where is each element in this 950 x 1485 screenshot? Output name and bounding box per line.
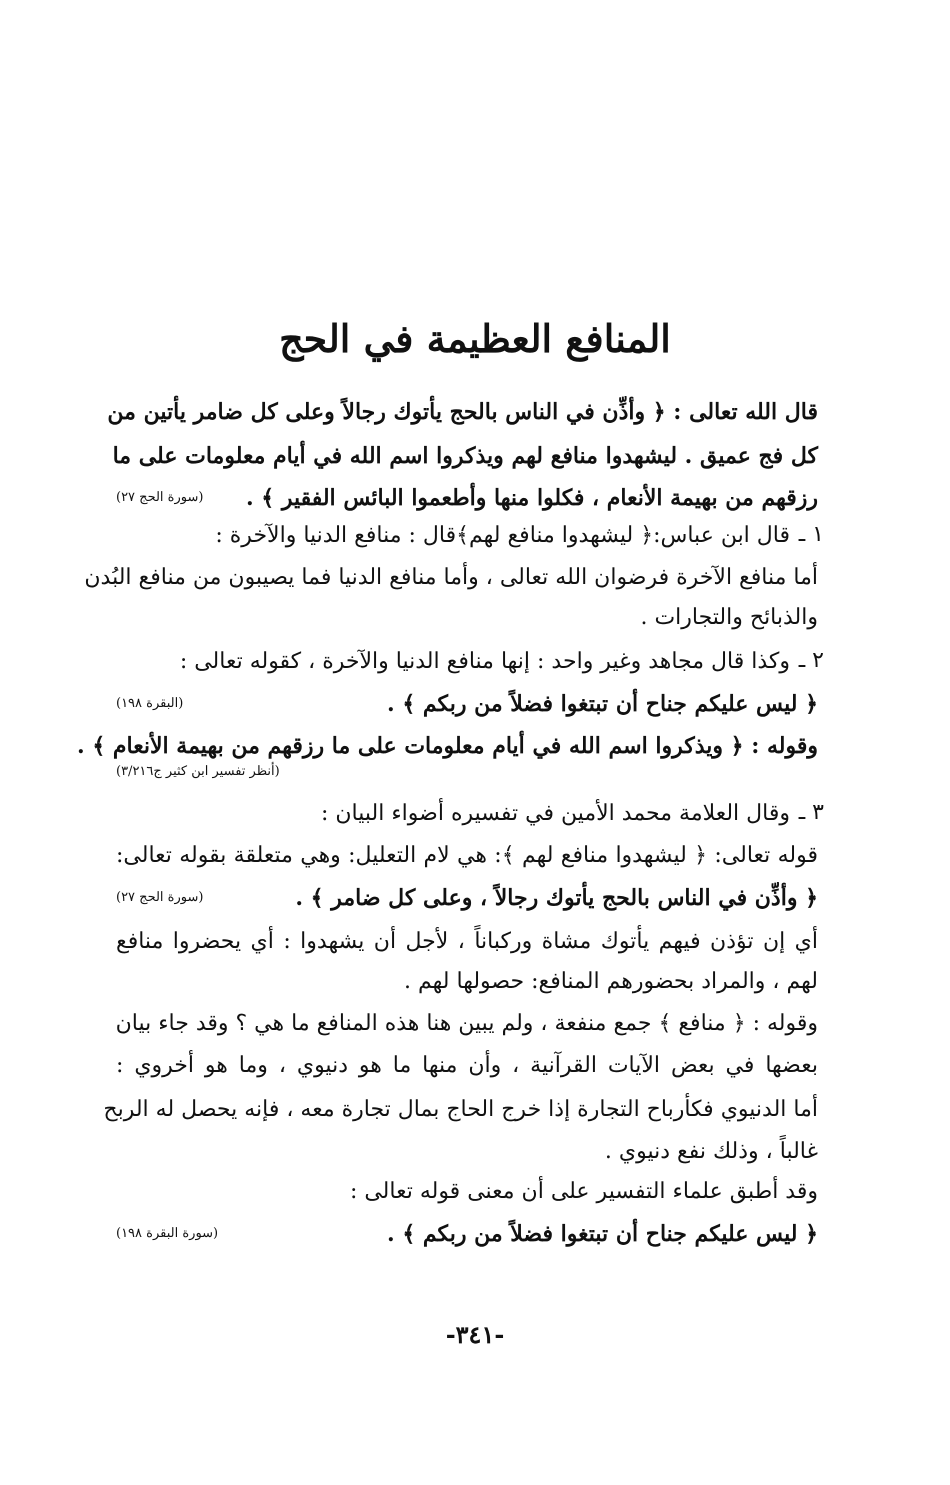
item-2-line-2: ﴿ ليس عليكم جناح أن تبتغوا فضلاً من ربكم ﴾ . (387, 691, 818, 717)
item-2-reference-2: (أنظر تفسير ابن كثير ج٣/٢١٦) (116, 764, 280, 779)
item-2-line-3: وقوله : ﴿ ويذكروا اسم الله في أيام معلومات على ما رزقهم من بهيمة الأنعام ﴾ . (77, 733, 818, 759)
intro-line-1: قال الله تعالى : ﴿ وأذِّن في الناس بالحج يأتوك رجالاً وعلى كل ضامر يأتين من (107, 399, 818, 425)
item-3-line-6: وقوله : ﴿ منافع ﴾ جمع منفعة ، ولم يبين هنا هذه المنافع ما هي ؟ وقد جاء بيان (115, 1011, 818, 1036)
item-1-number: ١ ـ (798, 522, 824, 547)
item-3-line-8: أما الدنيوي فكأرباح التجارة إذا خرج الحاج بمال تجارة معه ، فإنه يحصل له الربح (103, 1097, 818, 1122)
item-1-line-3: والذبائح والتجارات . (640, 605, 818, 630)
item-1-line-2: أما منافع الآخرة فرضوان الله تعالى ، وأما منافع الدنيا فما يصيبون من منافع البُدن (84, 565, 818, 590)
item-2-number: ٢ ـ (798, 648, 824, 673)
item-3-line-7: بعضها في بعض الآيات القرآنية ، وأن منها ما هو دنيوي ، وما هو أخروي : (116, 1053, 818, 1078)
item-3-reference-1: (سورة الحج ٢٧) (116, 890, 204, 905)
item-2-line-1: وكذا قال مجاهد وغير واحد : إنها منافع الدنيا والآخرة ، كقوله تعالى : (179, 649, 790, 674)
item-2-reference-1: (البقرة ١٩٨) (116, 696, 184, 711)
item-3-line-5: لهم ، والمراد بحضورهم المنافع: حصولها لهم . (404, 969, 818, 994)
item-3-line-11: ﴿ ليس عليكم جناح أن تبتغوا فضلاً من ربكم ﴾ . (387, 1221, 818, 1247)
intro-line-2: كل فج عميق . ليشهدوا منافع لهم ويذكروا اسم الله في أيام معلومات على ما (112, 443, 818, 469)
intro-line-3: رزقهم من بهيمة الأنعام ، فكلوا منها وأطعموا البائس الفقير ﴾ . (245, 485, 818, 511)
item-3-line-2: قوله تعالى: ﴿ ليشهدوا منافع لهم ﴾: هي لام التعليل: وهي متعلقة بقوله تعالى: (116, 843, 818, 868)
item-3-line-4: أي إن تؤذن فيهم يأتوك مشاة وركباناً ، لأجل أن يشهدوا : أي يحضروا منافع (116, 929, 818, 954)
item-3-number: ٣ ـ (798, 800, 824, 825)
item-3-line-9: غالباً ، وذلك نفع دنيوي . (604, 1139, 818, 1164)
item-3-line-3: ﴿ وأذِّن في الناس بالحج يأتوك رجالاً ، وعلى كل ضامر ﴾ . (295, 885, 818, 911)
page-title: المنافع العظيمة في الحج (279, 316, 671, 361)
intro-reference: (سورة الحج ٢٧) (116, 490, 204, 505)
item-3-line-10: وقد أطبق علماء التفسير على أن معنى قوله تعالى : (349, 1179, 818, 1204)
item-3-line-1: وقال العلامة محمد الأمين في تفسيره أضواء البيان : (320, 801, 790, 826)
item-1-line-1: قال ابن عباس:﴿ ليشهدوا منافع لهم﴾قال : منافع الدنيا والآخرة : (215, 523, 790, 548)
item-3-reference-2: (سورة البقرة ١٩٨) (116, 1226, 219, 1241)
page-number: -٣٤١- (445, 1320, 505, 1349)
